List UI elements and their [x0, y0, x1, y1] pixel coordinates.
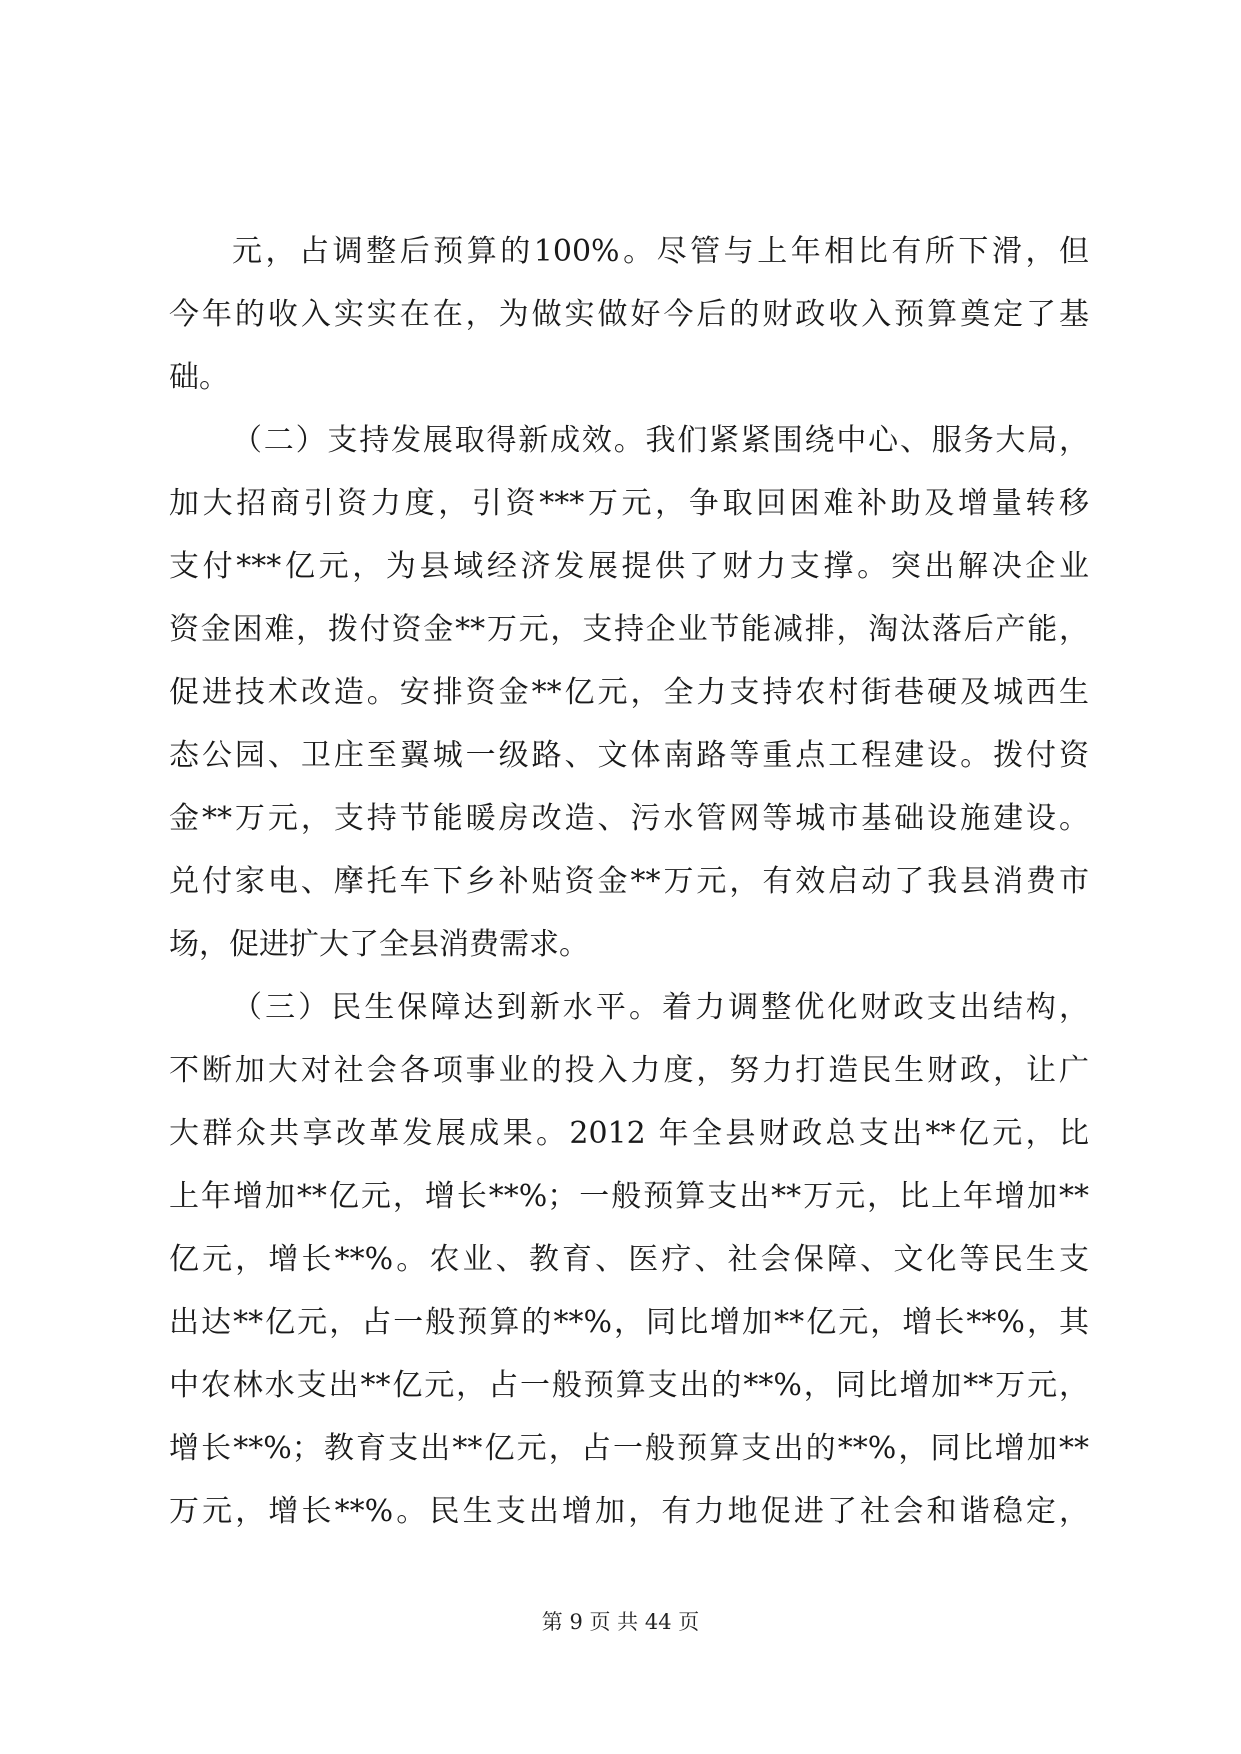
text-line: 今年的收入实实在在，为做实做好今后的财政收入预算奠定了基 [169, 297, 1089, 332]
text-line: （二）支持发展取得新成效。我们紧紧围绕中心、服务大局， [232, 423, 1089, 458]
text-line: 支付***亿元，为县域经济发展提供了财力支撑。突出解决企业 [169, 549, 1089, 584]
text-line: 加大招商引资力度，引资***万元，争取回困难补助及增量转移 [169, 486, 1089, 521]
text-line: 不断加大对社会各项事业的投入力度，努力打造民生财政，让广 [169, 1053, 1089, 1088]
text-line: 资金困难，拨付资金**万元，支持企业节能减排，淘汰落后产能， [169, 612, 1089, 647]
text-line: 场，促进扩大了全县消费需求。 [169, 927, 589, 962]
page-number-footer: 第 9 页 共 44 页 [541, 1610, 700, 1634]
text-line: 万元，增长**%。民生支出增加，有力地促进了社会和谐稳定， [169, 1494, 1089, 1529]
text-line: 出达**亿元，占一般预算的**%，同比增加**亿元，增长**%，其 [169, 1305, 1089, 1340]
text-line: 上年增加**亿元，增长**%；一般预算支出**万元，比上年增加** [169, 1179, 1089, 1214]
text-line: 元，占调整后预算的100%。尽管与上年相比有所下滑，但 [232, 234, 1089, 269]
text-line: 大群众共享改革发展成果。2012 年全县财政总支出**亿元，比 [169, 1116, 1089, 1151]
text-line: 亿元，增长**%。农业、教育、医疗、社会保障、文化等民生支 [169, 1242, 1089, 1277]
text-line: 金**万元，支持节能暖房改造、污水管网等城市基础设施建设。 [169, 801, 1089, 836]
text-line: 态公园、卫庄至翼城一级路、文体南路等重点工程建设。拨付资 [169, 738, 1089, 773]
text-line: 兑付家电、摩托车下乡补贴资金**万元，有效启动了我县消费市 [169, 864, 1089, 899]
text-line: 增长**%；教育支出**亿元，占一般预算支出的**%，同比增加** [169, 1431, 1089, 1466]
text-line: 促进技术改造。安排资金**亿元，全力支持农村街巷硬及城西生 [169, 675, 1089, 710]
text-line: 中农林水支出**亿元，占一般预算支出的**%，同比增加**万元， [169, 1368, 1089, 1403]
text-line: （三）民生保障达到新水平。着力调整优化财政支出结构， [232, 990, 1089, 1025]
body-text [169, 226, 1089, 1549]
text-line: 础。 [169, 360, 229, 395]
